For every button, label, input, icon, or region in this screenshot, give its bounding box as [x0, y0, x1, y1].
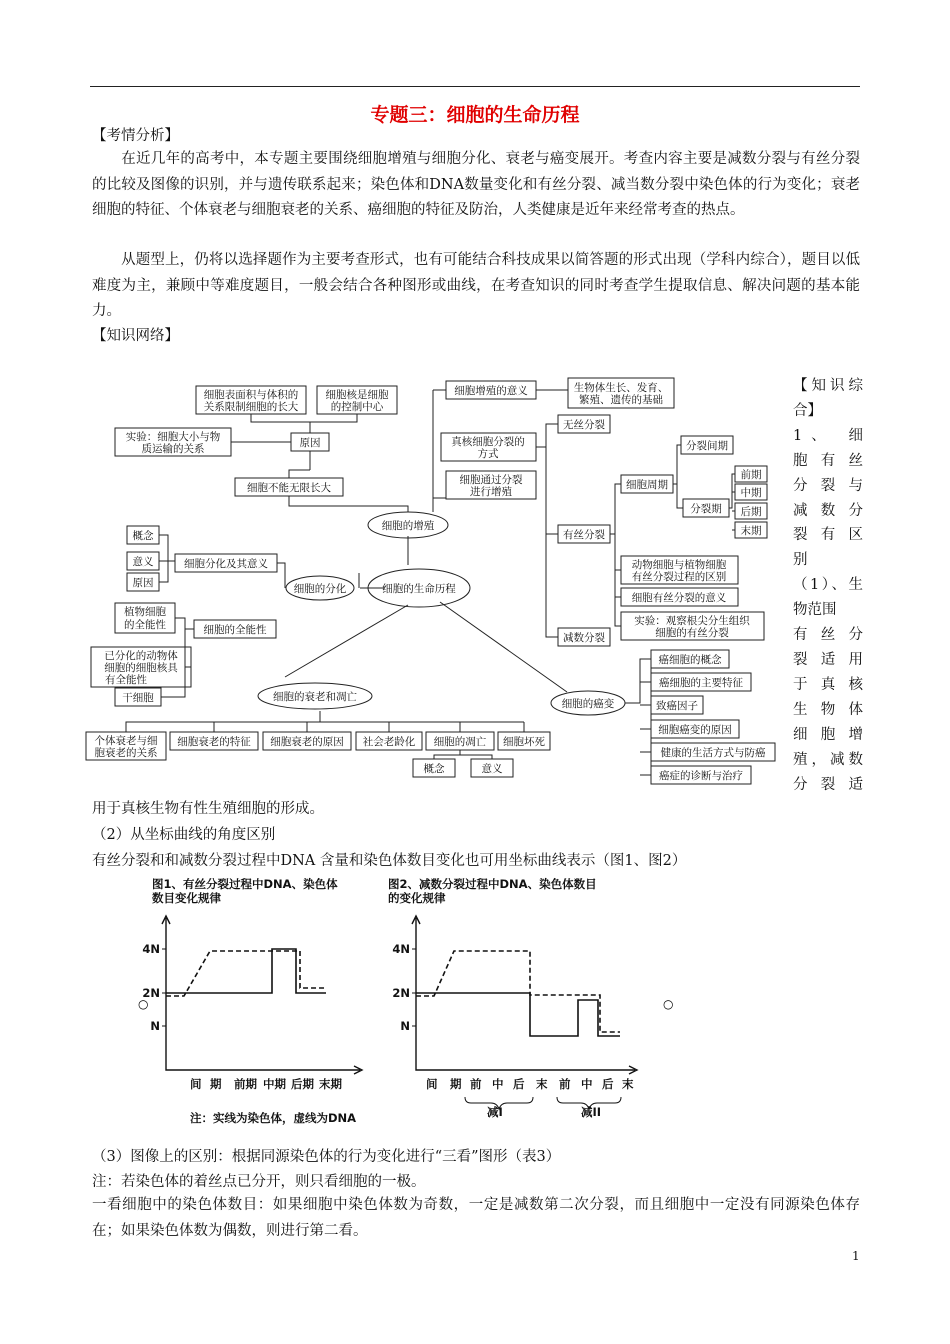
fig2-x-label-7: 前 — [559, 1077, 571, 1091]
side-line: 1、 细 — [793, 427, 863, 444]
paragraph-1 — [92, 147, 860, 224]
margin-mark-left: ○ — [138, 997, 149, 1011]
side-line: （1）、生 — [793, 577, 863, 594]
fig2-group-label-1: 减I — [487, 1105, 503, 1119]
map-node-concept: 概念 — [132, 530, 154, 542]
paragraph-2 — [92, 248, 860, 325]
map-node-nucleus-2: 的控制中心 — [330, 401, 384, 413]
fig2-series-dna — [416, 951, 620, 1032]
chart-figure — [110, 870, 690, 1132]
map-node-cycle: 细胞周期 — [626, 479, 668, 491]
fig2-title-1: 图2、减数分裂过程中DNA、染色体数目 — [388, 877, 597, 891]
map-cancer-item-4: 细胞癌变的原因 — [658, 724, 732, 736]
fig1-series-dna — [166, 951, 326, 996]
text-line-3: 有丝分裂和和减数分裂过程中DNA 含量和染色体数目变化也可用坐标曲线表示（图1、图2） — [92, 853, 687, 869]
map-phase-prophase: 前期 — [740, 469, 762, 481]
fig1-x-label-4: 中期 — [263, 1077, 286, 1091]
margin-mark: ○ — [663, 997, 674, 1011]
map-node-eukaryote-1: 真核细胞分裂的 — [451, 436, 525, 448]
side-line: 物范围 — [793, 602, 837, 619]
map-node-stem: 干细胞 — [122, 692, 154, 704]
map-node-division: 分裂期 — [690, 503, 722, 515]
side-line: 有 丝 分 — [793, 627, 863, 644]
fig2-x-label-5: 后 — [513, 1077, 525, 1091]
concept-map — [80, 370, 790, 790]
map-cancer-item-6: 癌症的诊断与治疗 — [659, 770, 743, 782]
map-node-via-2: 进行增殖 — [470, 486, 512, 498]
map-node-diff-meaning: 细胞分化及其意义 — [184, 558, 268, 570]
map-aging-item-5: 细胞的凋亡 — [433, 736, 487, 748]
section-exam-heading: 【考情分析】 — [92, 128, 179, 144]
map-node-significance: 细胞增殖的意义 — [454, 385, 528, 397]
map-node-interphase: 分裂间期 — [686, 440, 728, 452]
map-aging-item-2: 细胞衰老的特征 — [177, 736, 251, 748]
map-node-totipotency: 细胞的全能性 — [203, 624, 267, 636]
map-node-animal-nucleus-1: 已分化的动物体 — [104, 650, 178, 662]
fig2-y-tick-4N: 4N — [392, 942, 410, 956]
text-line-6: 一看细胞中的染色体数目：如果细胞中染色体数为奇数，一定是减数第二次分裂，而且细胞中一定没有同源染色体存在；如果染色体数为偶数，则进行第二看。 — [92, 1197, 860, 1239]
map-node-meiosis: 减数分裂 — [563, 632, 605, 644]
text-line-4: （3）图像上的区别：根据同源染色体的行为变化进行“三看”图形（表3） — [92, 1149, 561, 1165]
map-node-plant-total-1: 植物细胞 — [124, 606, 166, 618]
map-node-eukaryote-2: 方式 — [477, 448, 499, 460]
map-cancer: 细胞的癌变 — [561, 698, 615, 710]
paragraph-1-text: 在近几年的高考中，本专题主要围绕细胞增殖与细胞分化、衰老与癌变展开。考查内容主要是减数分裂与有丝分裂的比较及图像的识别，并与遗传联系起来；染色体和DNA数量变化和有丝分裂、减当数分裂中染色体的行为变化；衰老细胞的特征、个体衰老与细胞衰老的关系、癌细胞的特征及防治，人类健康是近年来经常考查的热点。 — [92, 151, 860, 219]
map-node-animal-nucleus-3: 有全能性 — [105, 674, 147, 686]
fig2-group-label-2: 减II — [581, 1105, 602, 1119]
map-node-exp1-1: 实验：细胞大小与物 — [125, 431, 221, 443]
map-node-mitosis-meaning: 细胞有丝分裂的意义 — [631, 592, 727, 604]
fig2-x-label-6: 末 — [536, 1077, 548, 1091]
map-node-plant-total-2: 的全能性 — [124, 619, 166, 631]
map-center: 细胞的生命历程 — [382, 583, 456, 595]
map-node-meaning: 意义 — [132, 556, 154, 568]
fig2-x-label-9: 后 — [602, 1077, 614, 1091]
top-rule — [90, 86, 860, 87]
map-aging-item-4: 社会老龄化 — [362, 736, 416, 748]
fig2-x-label-3: 前 — [470, 1077, 482, 1091]
side-line: 分 裂 适 — [793, 776, 863, 793]
fig1-x-label-2: 期 — [210, 1077, 222, 1091]
map-node-surface-2: 关系限制细胞的长大 — [203, 401, 299, 413]
side-line: 殖，减数 — [793, 751, 863, 768]
fig2-title-2: 的变化规律 — [388, 891, 446, 905]
fig1-title-1: 图1、有丝分裂过程中DNA、染色体 — [152, 877, 338, 891]
map-differentiation: 细胞的分化 — [293, 583, 347, 595]
map-aging-item-6: 细胞坏死 — [503, 736, 545, 748]
map-node-growth-1: 生物体生长、发育、 — [573, 382, 669, 394]
fig2-axes — [416, 918, 635, 1070]
map-apoptosis-concept: 概念 — [423, 763, 445, 775]
text-line-after-map: 用于真核生物有性生殖细胞的形成。 — [92, 801, 324, 817]
side-line: 裂 适 用 — [793, 651, 863, 668]
map-node-growth-2: 繁殖、遗传的基础 — [579, 394, 663, 406]
side-line: 别 — [793, 552, 808, 569]
fig2-x-label-2: 期 — [450, 1077, 462, 1091]
text-line-2: （2）从坐标曲线的角度区别 — [92, 827, 276, 843]
map-node-cause: 原因 — [132, 577, 154, 589]
map-aging-item-3: 细胞衰老的原因 — [270, 736, 344, 748]
fig1-y-tick-2N: 2N — [142, 986, 160, 1000]
side-line: 细 胞 增 — [793, 726, 863, 743]
side-line: 于 真 核 — [793, 676, 863, 693]
fig1-title-2: 数目变化规律 — [152, 891, 221, 905]
map-aging-item-1a: 个体衰老与细 — [94, 735, 158, 747]
fig2-series-chromosome — [416, 993, 620, 1036]
map-node-nucleus-1: 细胞核是细胞 — [325, 389, 389, 401]
map-node-cannot-grow: 细胞不能无限长大 — [247, 482, 331, 494]
fig1-axes — [166, 918, 360, 1070]
map-phase-metaphase: 中期 — [740, 487, 762, 499]
side-line: 分 裂 与 — [793, 477, 863, 494]
map-proliferation: 细胞的增殖 — [381, 520, 435, 532]
fig2-y-tick-N: N — [400, 1019, 410, 1033]
fig1-y-tick-4N: 4N — [142, 942, 160, 956]
map-aging: 细胞的衰老和凋亡 — [273, 691, 357, 703]
map-node-surface-1: 细胞表面积与体积的 — [203, 389, 299, 401]
page-number: 1 — [852, 1249, 860, 1263]
map-node-amitosis: 无丝分裂 — [563, 419, 605, 431]
side-line: 胞 有 丝 — [793, 452, 863, 469]
map-node-exp2-1: 实验：观察根尖分生组织 — [634, 615, 750, 627]
fig1-series-chromosome — [166, 949, 326, 993]
page-title: 专题三：细胞的生命历程 — [370, 104, 580, 126]
map-node-reason: 原因 — [299, 437, 321, 449]
side-column — [793, 374, 863, 797]
fig2-x-label-8: 中 — [581, 1077, 593, 1091]
map-phase-telophase: 末期 — [740, 525, 762, 537]
map-node-animal-plant-1: 动物细胞与植物细胞 — [631, 559, 727, 571]
paragraph-2-text: 从题型上，仍将以选择题作为主要考查形式，也有可能结合科技成果以简答题的形式出现（学科内综合），题目以低难度为主，兼顾中等难度题目，一般会结合各种图形或曲线，在考查知识的同时考查学生提取信息、解决问题的基本能力。 — [92, 252, 860, 320]
fig1-x-label-3: 前期 — [234, 1077, 257, 1091]
map-cancer-item-1: 癌细胞的概念 — [658, 654, 722, 666]
map-node-exp2-2: 细胞的有丝分裂 — [655, 627, 729, 639]
side-line: 生 物 体 — [793, 701, 863, 718]
side-line: 合】 — [793, 402, 822, 419]
side-line: 【知识综 — [793, 378, 863, 394]
fig2-x-label-10: 末 — [622, 1077, 634, 1091]
map-node-animal-nucleus-2: 细胞的细胞核具 — [104, 662, 178, 674]
side-line: 裂 有 区 — [793, 527, 863, 544]
fig2-y-tick-2N: 2N — [392, 986, 410, 1000]
fig1-x-label-6: 末期 — [319, 1077, 342, 1091]
map-cancer-item-3: 致癌因子 — [656, 700, 698, 712]
fig2-x-label-1: 间 — [426, 1077, 438, 1091]
map-phase-anaphase: 后期 — [740, 506, 762, 518]
section-network-heading: 【知识网络】 — [92, 328, 179, 344]
text-line-5: 注：若染色体的着丝点已分开，则只看细胞的一极。 — [92, 1174, 426, 1190]
map-aging-item-1b: 胞衰老的关系 — [94, 747, 158, 759]
fig1-x-label-5: 后期 — [291, 1077, 314, 1091]
map-apoptosis-meaning: 意义 — [481, 763, 503, 775]
map-node-mitosis: 有丝分裂 — [563, 529, 605, 541]
map-node-via-1: 细胞通过分裂 — [459, 474, 523, 486]
fig1-x-label-1: 间 — [190, 1077, 202, 1091]
map-node-animal-plant-2: 有丝分裂过程的区别 — [631, 571, 727, 583]
fig1-y-tick-N: N — [150, 1019, 160, 1033]
map-node-exp1-2: 质运输的关系 — [141, 443, 205, 455]
map-cancer-item-5: 健康的生活方式与防癌 — [660, 747, 766, 759]
map-cancer-item-2: 癌细胞的主要特征 — [659, 677, 743, 689]
side-line: 减 数 分 — [793, 502, 863, 519]
fig2-x-label-4: 中 — [492, 1077, 504, 1091]
chart-note: 注：实线为染色体，虚线为DNA — [190, 1111, 357, 1125]
